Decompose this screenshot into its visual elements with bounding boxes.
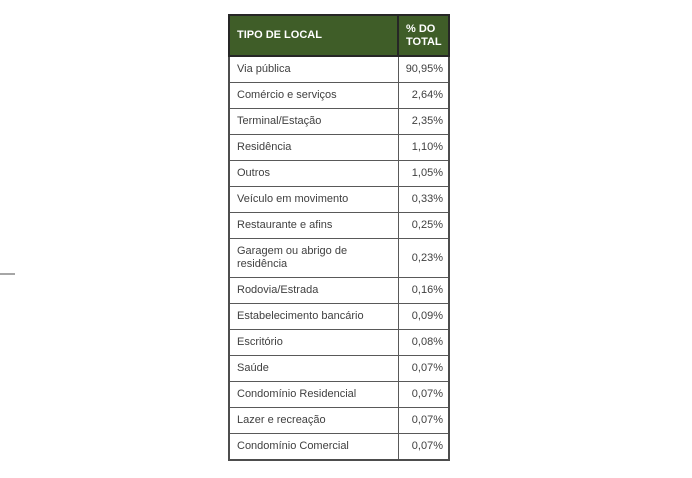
cell-pct: 0,07% xyxy=(398,382,449,408)
table-row xyxy=(229,356,449,382)
table-row xyxy=(229,109,449,135)
cell-local: Condomínio Residencial xyxy=(229,382,398,408)
table-row xyxy=(229,239,449,278)
cell-local: Veículo em movimento xyxy=(229,187,398,213)
tipo-de-local-table xyxy=(228,14,450,461)
cell-pct: 0,25% xyxy=(398,213,449,239)
cell-pct: 0,33% xyxy=(398,187,449,213)
table-row xyxy=(229,83,449,109)
cell-local: Outros xyxy=(229,161,398,187)
cell-local: Saúde xyxy=(229,356,398,382)
cell-local: Residência xyxy=(229,135,398,161)
table-body xyxy=(229,56,449,460)
table-row xyxy=(229,56,449,83)
cell-local: Escritório xyxy=(229,330,398,356)
cell-local: Comércio e serviços xyxy=(229,83,398,109)
table-header-row xyxy=(229,15,449,56)
cell-pct: 0,08% xyxy=(398,330,449,356)
header-pct-do-total: % DO TOTAL xyxy=(398,15,449,56)
cell-pct: 0,09% xyxy=(398,304,449,330)
table-row xyxy=(229,382,449,408)
cell-pct: 0,23% xyxy=(398,239,449,278)
cell-pct: 0,07% xyxy=(398,408,449,434)
cell-pct: 1,10% xyxy=(398,135,449,161)
cell-pct: 1,05% xyxy=(398,161,449,187)
cell-local: Terminal/Estação xyxy=(229,109,398,135)
cell-local: Via pública xyxy=(229,56,398,83)
table-row xyxy=(229,304,449,330)
cell-local: Lazer e recreação xyxy=(229,408,398,434)
table-row xyxy=(229,278,449,304)
cell-local: Restaurante e afins xyxy=(229,213,398,239)
cell-pct: 0,16% xyxy=(398,278,449,304)
cell-pct: 0,07% xyxy=(398,434,449,461)
cell-local: Garagem ou abrigo de residência xyxy=(229,239,398,278)
table-row xyxy=(229,135,449,161)
cell-pct: 90,95% xyxy=(398,56,449,83)
cell-pct: 0,07% xyxy=(398,356,449,382)
table-row xyxy=(229,213,449,239)
table-row xyxy=(229,187,449,213)
header-tipo-de-local: TIPO DE LOCAL xyxy=(229,15,398,56)
cell-local: Estabelecimento bancário xyxy=(229,304,398,330)
cell-pct: 2,64% xyxy=(398,83,449,109)
table-row xyxy=(229,408,449,434)
left-edge-dash xyxy=(0,273,15,275)
cell-pct: 2,35% xyxy=(398,109,449,135)
table-row xyxy=(229,161,449,187)
cell-local: Rodovia/Estrada xyxy=(229,278,398,304)
table-row xyxy=(229,434,449,461)
table-row xyxy=(229,330,449,356)
cell-local: Condomínio Comercial xyxy=(229,434,398,461)
